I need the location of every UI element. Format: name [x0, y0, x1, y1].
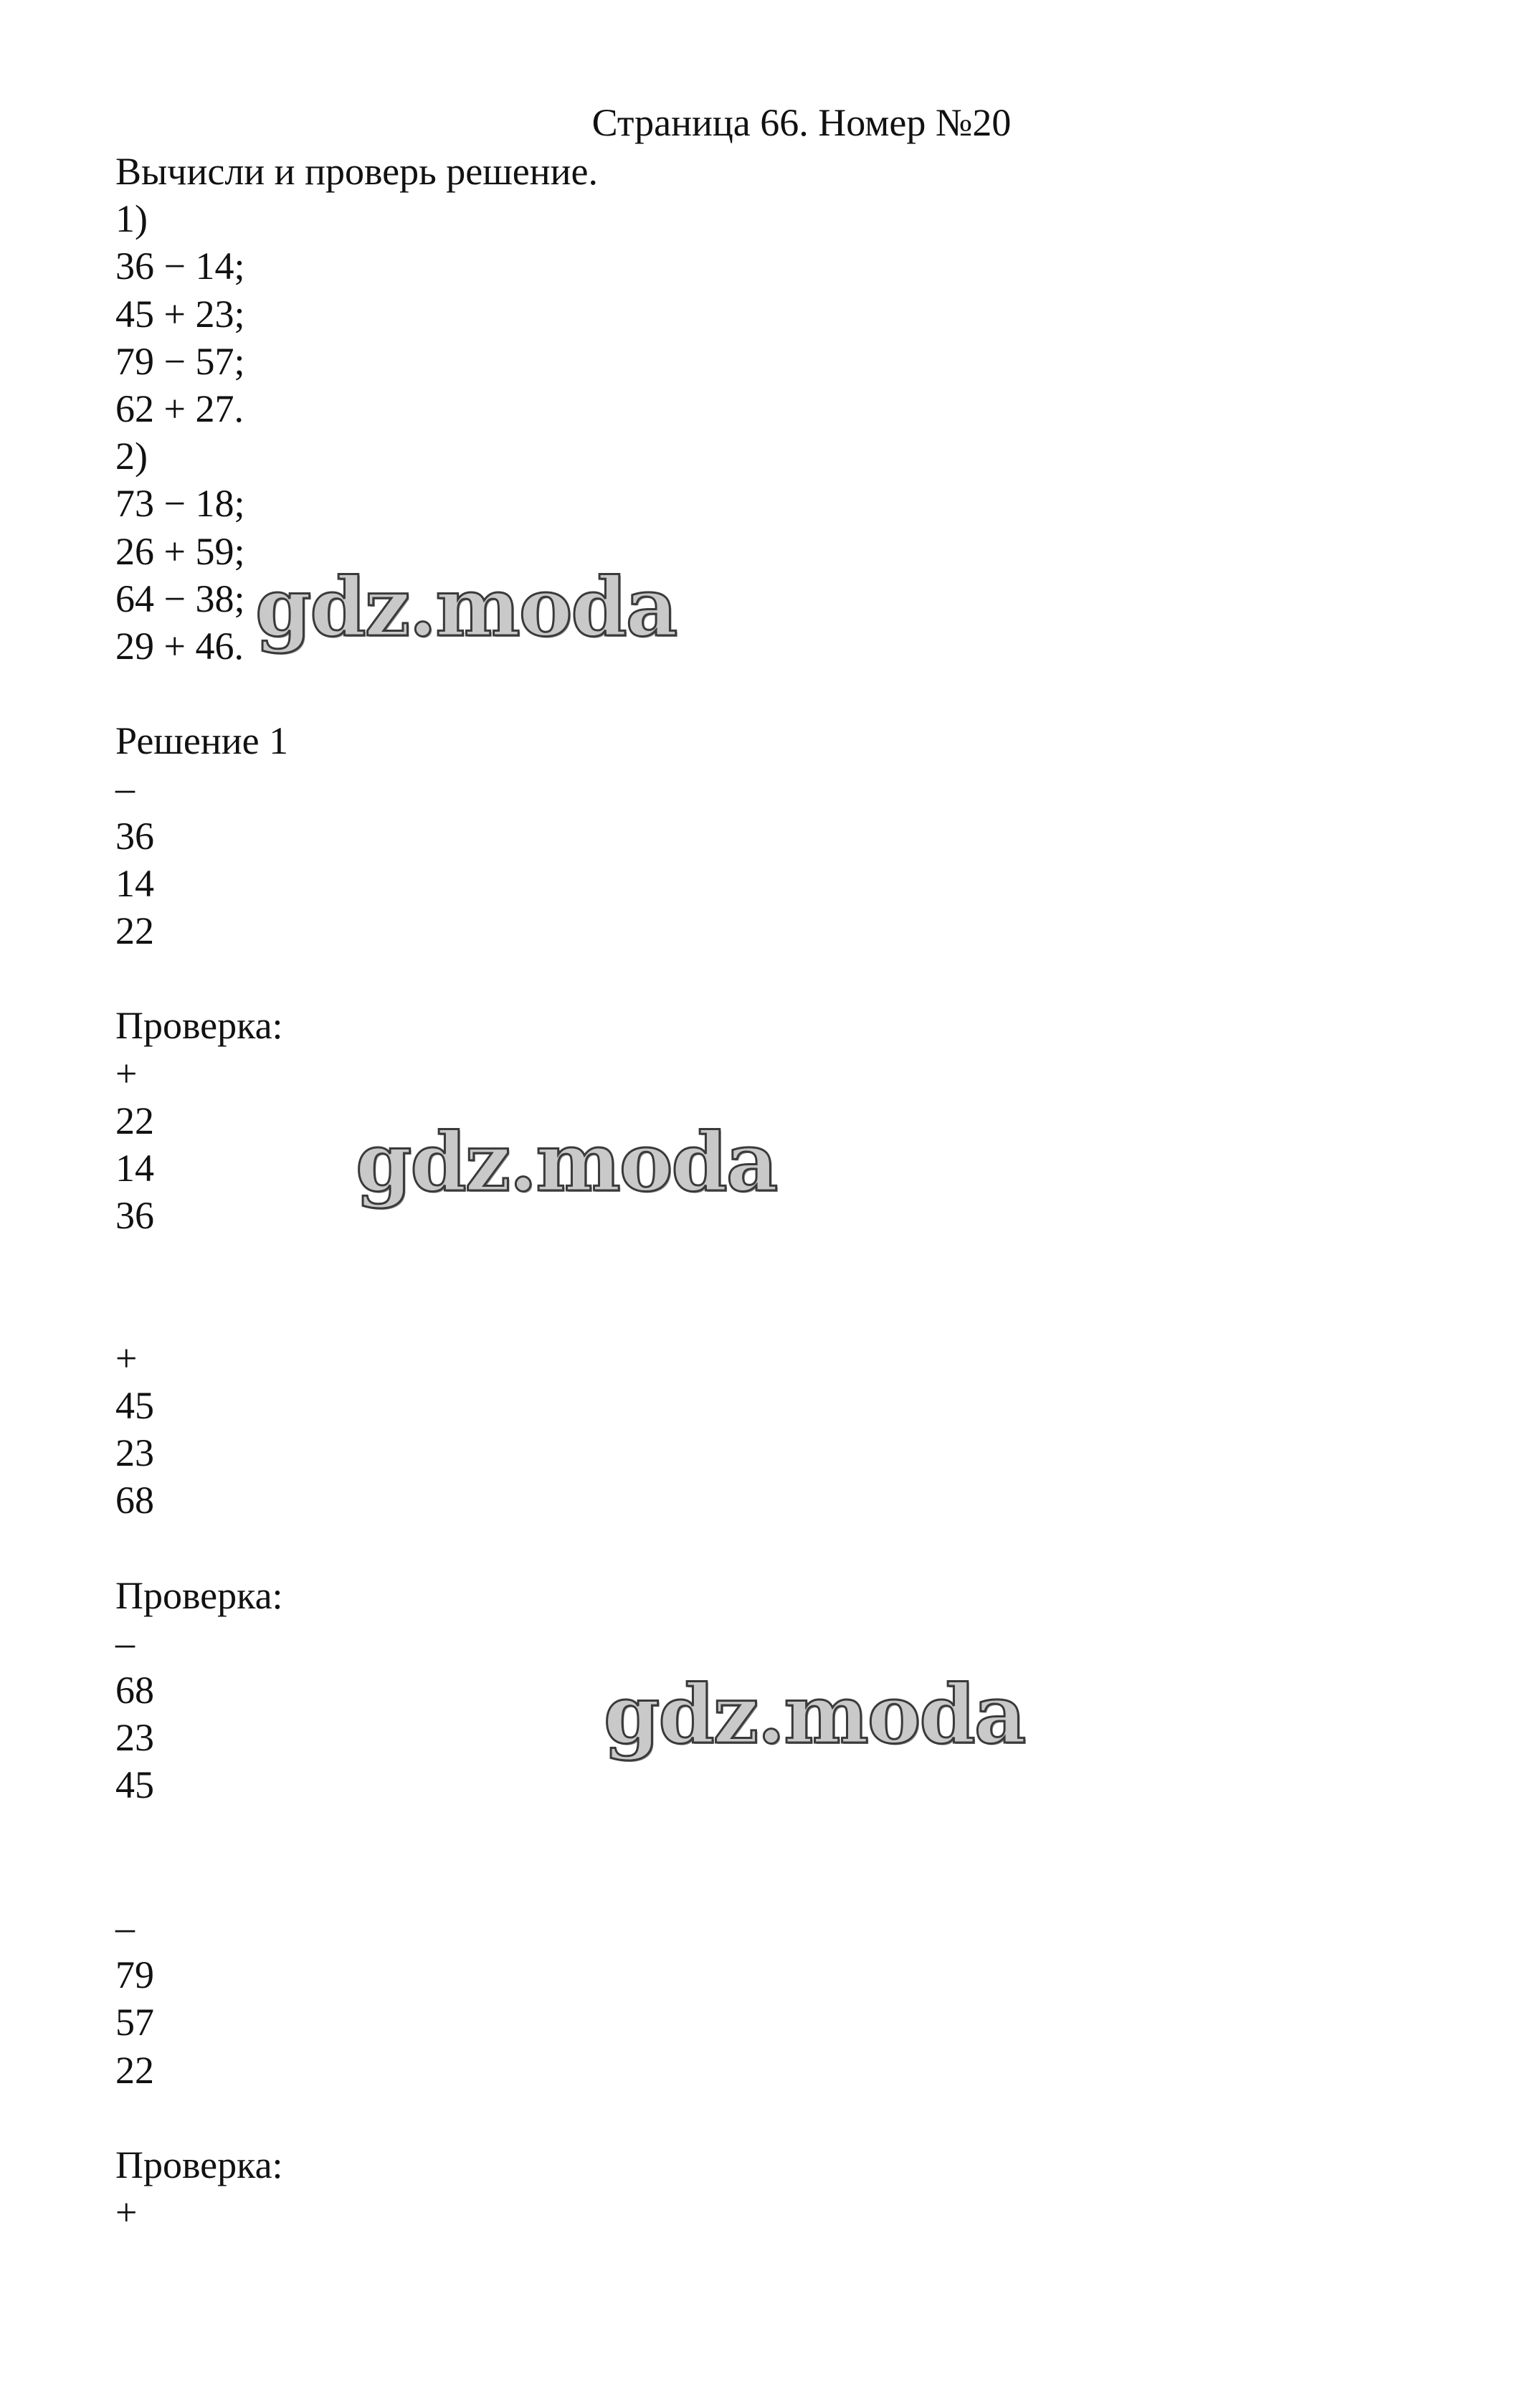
- part1-expression: 36 − 14;: [115, 245, 245, 288]
- part2-expression: 29 + 46.: [115, 624, 244, 668]
- page-title: Страница 66. Номер №20: [591, 101, 1012, 144]
- part1-expression: 79 − 57;: [115, 339, 245, 383]
- operand-b: 14: [115, 861, 154, 905]
- watermark: gdz.moda: [255, 561, 677, 655]
- part2-expression: 26 + 59;: [115, 529, 245, 573]
- result: 22: [115, 909, 154, 952]
- part2-expression: 73 − 18;: [115, 482, 245, 526]
- result: 22: [115, 2048, 154, 2092]
- operand-b: 57: [115, 2001, 154, 2044]
- part1-label: 1): [115, 197, 148, 241]
- operation-sign: +: [115, 1336, 138, 1380]
- check-operand-b: 23: [115, 1716, 154, 1760]
- check-label: Проверка:: [115, 1573, 283, 1617]
- result: 68: [115, 1479, 154, 1522]
- part1-expression: 62 + 27.: [115, 387, 244, 430]
- check-operation-sign: –: [115, 1621, 135, 1664]
- part1-expression: 45 + 23;: [115, 292, 245, 336]
- solution-heading: Решение 1: [115, 719, 289, 763]
- part2-expression: 64 − 38;: [115, 577, 245, 620]
- watermark: gdz.moda: [356, 1116, 777, 1210]
- part2-label: 2): [115, 435, 148, 478]
- check-operation-sign: +: [115, 2191, 138, 2234]
- check-result: 36: [115, 1194, 154, 1238]
- operand-b: 23: [115, 1431, 154, 1475]
- operation-sign: –: [115, 767, 135, 810]
- operation-sign: –: [115, 1905, 135, 1949]
- check-operation-sign: +: [115, 1051, 138, 1095]
- operand-a: 45: [115, 1383, 154, 1427]
- check-operand-b: 14: [115, 1146, 154, 1190]
- check-operand-a: 22: [115, 1099, 154, 1142]
- operand-a: 79: [115, 1953, 154, 1997]
- check-label: Проверка:: [115, 2143, 283, 2186]
- check-operand-a: 68: [115, 1669, 154, 1712]
- watermark: gdz.moda: [604, 1668, 1025, 1762]
- check-label: Проверка:: [115, 1004, 283, 1048]
- check-result: 45: [115, 1763, 154, 1807]
- operand-a: 36: [115, 814, 154, 858]
- task-prompt: Вычисли и проверь решение.: [115, 150, 599, 193]
